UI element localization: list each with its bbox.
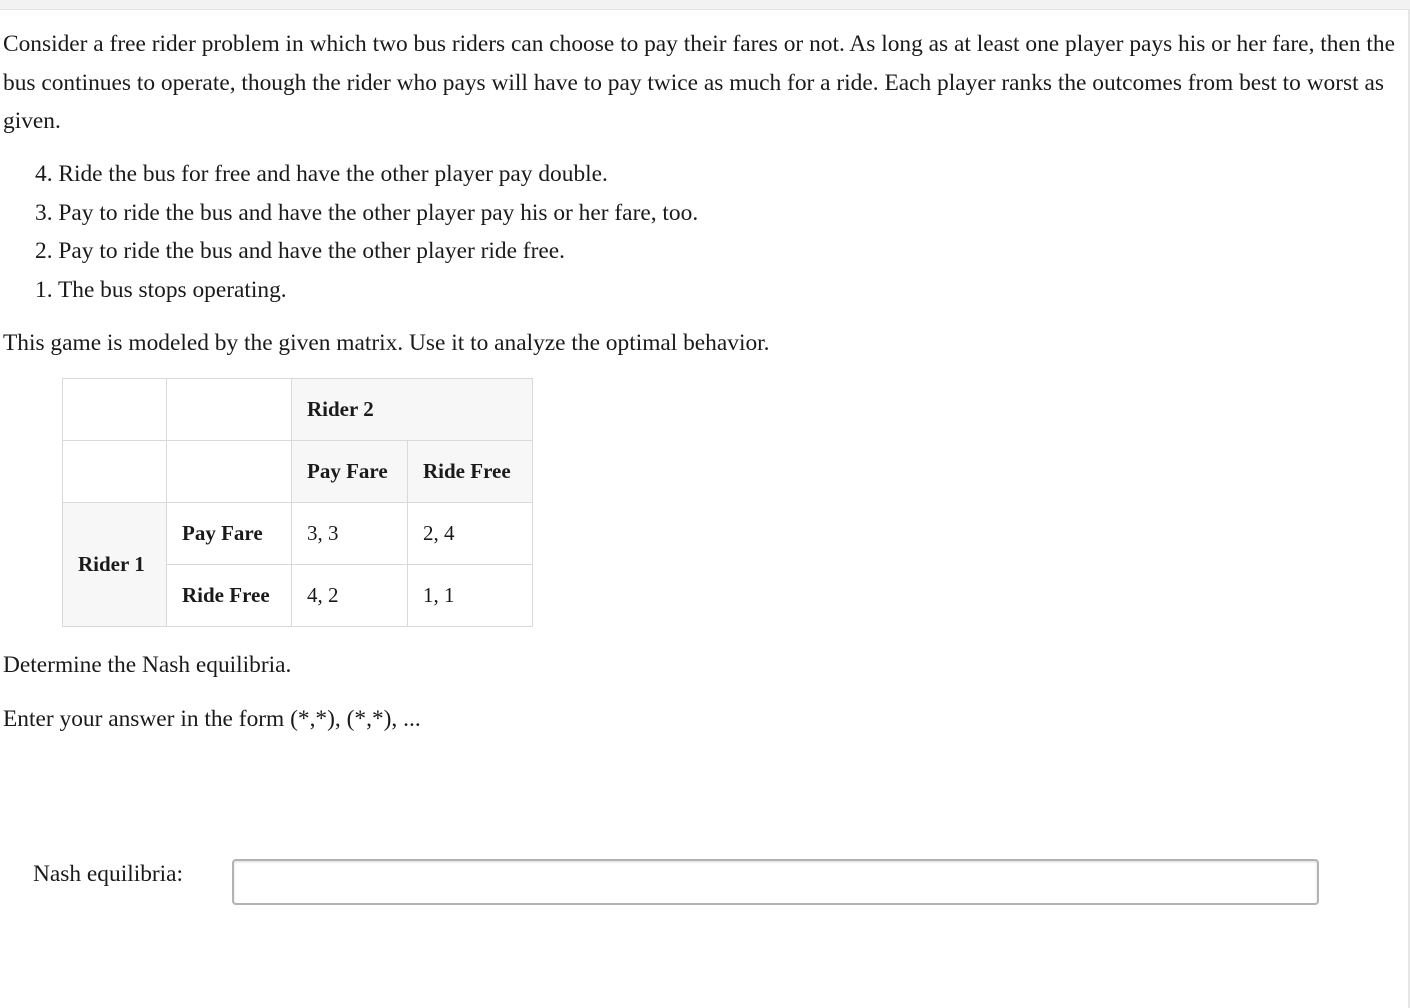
matrix-header-row (63, 379, 533, 441)
ranking-item: 1. The bus stops operating. (35, 277, 287, 304)
payoff-cell: 2, 4 (408, 503, 533, 565)
column-strategy-ride-free: Ride Free (408, 441, 533, 503)
empty-cell (167, 441, 292, 503)
payoff-cell: 4, 2 (292, 565, 408, 627)
answer-format-hint: Enter your answer in the form (*,*), (*,*), ... (3, 706, 421, 732)
row-strategy-pay-fare: Pay Fare (167, 503, 292, 565)
payoff-matrix (62, 378, 533, 627)
ranking-item: 2. Pay to ride the bus and have the other player ride free. (35, 238, 565, 265)
nash-equilibria-input[interactable] (232, 859, 1319, 905)
row-strategy-ride-free: Ride Free (167, 565, 292, 627)
model-description-text: This game is modeled by the given matrix. Use it to analyze the optimal behavior. (3, 330, 770, 356)
row-player-label: Rider 1 (63, 503, 167, 627)
nash-equilibria-label: Nash equilibria: (33, 861, 184, 887)
nash-equilibria-question: Determine the Nash equilibria. (3, 652, 292, 678)
empty-cell (63, 441, 167, 503)
matrix-strategy-row (63, 441, 533, 503)
empty-cell (63, 379, 167, 441)
column-strategy-pay-fare: Pay Fare (292, 441, 408, 503)
empty-cell (167, 379, 292, 441)
outcome-ranking-list (35, 155, 698, 310)
top-border-strip (0, 0, 1410, 10)
column-player-label: Rider 2 (292, 379, 533, 441)
payoff-cell: 1, 1 (408, 565, 533, 627)
payoff-cell: 3, 3 (292, 503, 408, 565)
ranking-item: 4. Ride the bus for free and have the other player pay double. (35, 161, 608, 187)
ranking-item: 3. Pay to ride the bus and have the other player pay his or her fare, too. (35, 199, 699, 226)
problem-intro-text: Consider a free rider problem in which two bus riders can choose to pay their fares or not. As long as at least one player pays his or her fare, then the bus continues to operate, though the rider who pays will have to pay twice as much for a ride. Each player ranks the outcomes from best to worst as given. (3, 31, 1395, 134)
matrix-row-pay-fare (63, 503, 533, 565)
